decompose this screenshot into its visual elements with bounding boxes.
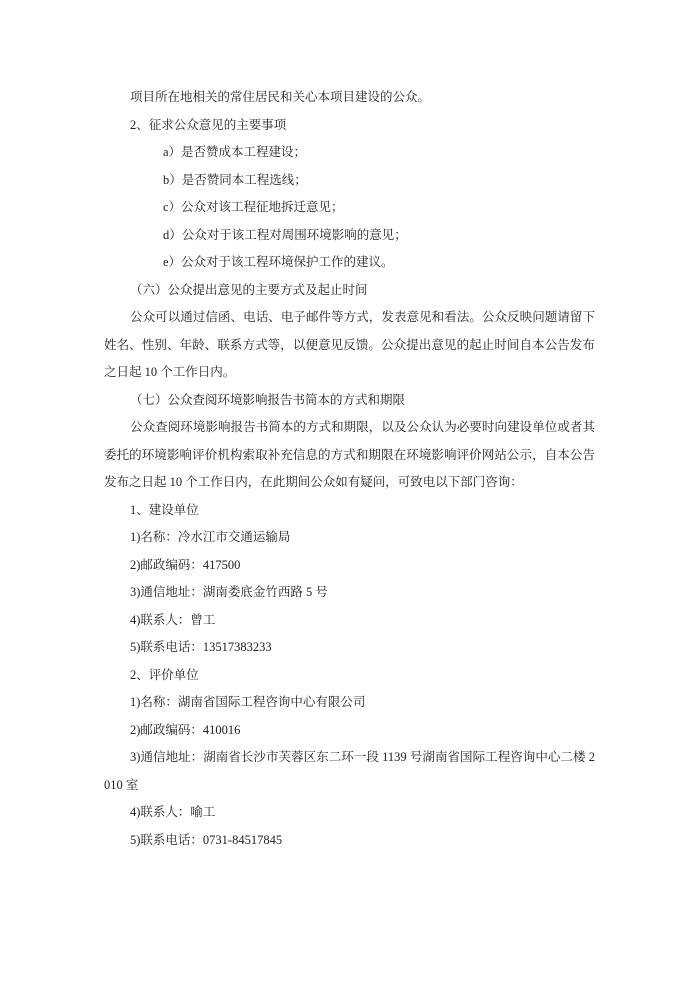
para-audience-scope: 项目所在地相关的常住居民和关心本项目建设的公众。 (130, 90, 431, 104)
item-e: e）公众对于该工程环境保护工作的建议。 (163, 255, 394, 269)
evaluation-unit-phone: 5)联系电话：0731-84517845 (130, 832, 283, 847)
document-body-text (104, 84, 595, 854)
evaluation-unit-postcode: 2)邮政编码：410016 (130, 722, 241, 737)
construction-unit-postcode: 2)邮政编码：417500 (130, 557, 241, 572)
item-d: d）公众对于该工程对周围环境影响的意见； (163, 227, 407, 242)
item-a: a）是否赞成本工程建设； (163, 145, 307, 159)
construction-unit-contact: 4)联系人：曾工 (130, 612, 216, 627)
evaluation-unit-name: 1)名称：湖南省国际工程咨询中心有限公司 (130, 695, 366, 709)
item-c: c）公众对该工程征地拆迁意见； (163, 200, 344, 214)
construction-unit-phone: 5)联系电话：13517383233 (130, 640, 272, 654)
para-report-access: 公众查阅环境影响报告书简本的方式和期限，以及公众认为必要时向建设单位或者其委托的环境影响评价机构索取补充信息的方式和期限在环境影响评价网站公示，自本公告发布之日起 10 个工作日内，在此期间公众如有疑问，可致电以下部门咨询： (104, 420, 595, 489)
heading-construction-unit: 1、建设单位 (130, 502, 199, 517)
item-b: b）是否赞同本工程选线； (163, 172, 307, 187)
para-feedback-methods: 公众可以通过信函、电话、电子邮件等方式，发表意见和看法。公众反映问题请留下姓名、性别、年龄、联系方式等，以便意见反馈。公众提出意见的起止时间自本公告发布之日起 10 个工作日内。 (104, 310, 595, 379)
heading-section-6: （六）公众提出意见的主要方式及起止时间 (130, 282, 368, 297)
heading-section-7: （七）公众查阅环境影响报告书简本的方式和期限 (130, 392, 406, 407)
construction-unit-name: 1)名称：冷水江市交通运输局 (130, 530, 291, 544)
construction-unit-address: 3)通信地址：湖南娄底金竹西路 5 号 (130, 585, 328, 599)
heading-solicited-matters: 2、征求公众意见的主要事项 (130, 117, 287, 132)
evaluation-unit-contact: 4)联系人：喻工 (130, 805, 216, 819)
evaluation-unit-address: 3)通信地址：湖南省长沙市芙蓉区东二环一段 1139 号湖南省国际工程咨询中心二楼 2010 室 (104, 750, 595, 792)
heading-evaluation-unit: 2、评价单位 (130, 667, 199, 682)
